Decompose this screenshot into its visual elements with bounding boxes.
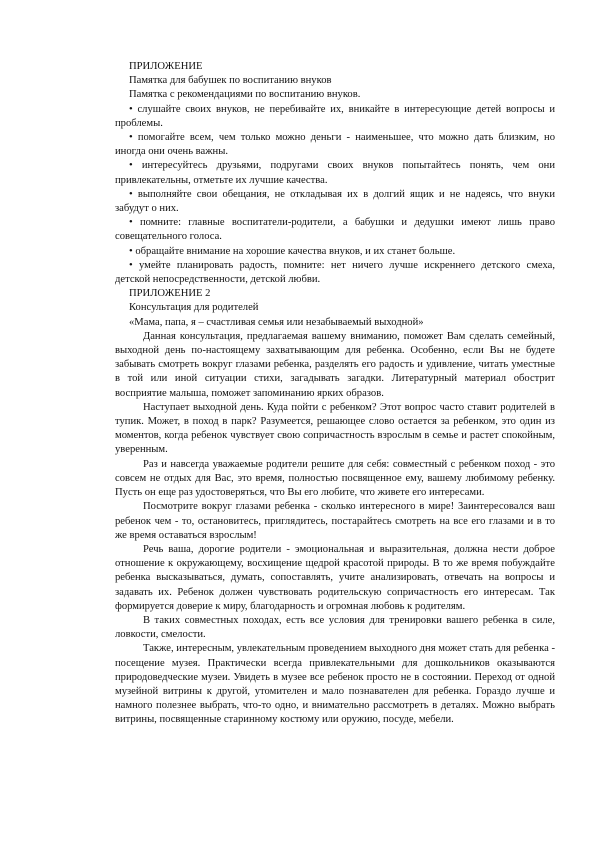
bullet-item: • слушайте своих внуков, не перебивайте их, вникайте в интересующие детей вопросы и проблемы. bbox=[115, 103, 555, 129]
appendix2-title: «Мама, папа, я – счастливая семья или незабываемый выходной» bbox=[129, 316, 424, 328]
consultation-text bbox=[115, 330, 555, 728]
paragraph: Данная консультация, предлагаемая вашему вниманию, поможет Вам сделать семейный, выходной день по-настоящему захватывающим для ребенка. Особенно, если Вы не будете забывать смотреть вокруг глазами ребенка, разделять его радость и удивление, читать уместные в той или иной ситуации стихи, загадывать загадки. Литературный материал обострит восприятие малыша, поможет запоминанию ярких образов. bbox=[115, 330, 555, 399]
bullet-item: • умейте планировать радость, помните: нет ничего лучше искреннего детского смеха, детской непосредственности, детской любви. bbox=[115, 259, 555, 286]
appendix2-subtitle: Консультация для родителей bbox=[129, 302, 259, 314]
appendix2-heading: ПРИЛОЖЕНИЕ 2 bbox=[129, 288, 211, 300]
paragraph: Посмотрите вокруг глазами ребенка - сколько интересного в мире! Заинтересовался ваш ребенок чем - то, остановитесь, приглядитесь, постарайтесь смотреть на все его глазами и в то же время оставаться взрослым! bbox=[115, 501, 555, 541]
paragraph: В таких совместных походах, есть все условия для тренировки вашего ребенка в силе, ловкости, смелости. bbox=[115, 614, 555, 641]
appendix1-heading: ПРИЛОЖЕНИЕ bbox=[129, 61, 203, 72]
appendix1-subtitle2: Памятка с рекомендациями по воспитанию внуков. bbox=[129, 89, 361, 101]
paragraph: Раз и навсегда уважаемые родители решите для себя: совместный с ребенком поход - это совсем не отдых для Вас, это время, полностью посвященное ему, вашему любимому ребенку. Пусть он еще раз удостоверяться, что Вы его любите, что живете его интересами. bbox=[115, 458, 555, 499]
paragraph: Также, интересным, увлекательным проведением выходного дня может стать для ребенка - посещение музея. Практически всегда привлекательными для дошкольников оказываются природоведческие музеи. Увидеть в музее все ребенок просто не в состоянии. Переход от одной музейной витрины к другой, утомителен и мало познавателен для ребенка. Гораздо лучше и намного полезнее выбрать, что-то одно, и внимательно рассмотреть в деталях. Можно выбрать витрины, посвященные старинному костюму или оружию, посуде, мебели. bbox=[115, 643, 555, 726]
bullet-item: • обращайте внимание на хорошие качества внуков, и их станет больше. bbox=[129, 245, 456, 257]
appendix1-subtitle: Памятка для бабушек по воспитанию внуков bbox=[129, 75, 332, 87]
bullet-item: • помните: главные воспитатели-родители, а бабушки и дедушки имеют лишь право совещательного голоса. bbox=[115, 217, 555, 243]
paragraph: Наступает выходной день. Куда пойти с ребенком? Этот вопрос часто ставит родителей в тупик. Может, в поход в парк? Разумеется, решающее слово остается за ребенком, это один из моментов, когда ребенок чувствует свою сопричастность взрослым в семье и растет спокойным, уверенным. bbox=[115, 401, 555, 456]
paragraph: Речь ваша, дорогие родители - эмоциональная и выразительная, должна нести доброе отношение к окружающему, восхищение щедрой красотой природы. В то же время побуждайте ребенка высказываться, думать, сопоставлять, учите анализировать, отвечать на вопросы и задавать их. Ребенок должен чувствовать родительскую сопричастность его интересам. Так формируется доверие к миру, благодарность и огромная любовь к родителям. bbox=[115, 543, 555, 612]
bullet-item: • интересуйтесь друзьями, подругами своих внуков попытайтесь понять, чем они привлекательны, отметьте их лучшие качества. bbox=[115, 160, 555, 186]
bullet-item: • выполняйте свои обещания, не откладывая их в долгий ящик и не надеясь, что внуки забудут о них. bbox=[115, 188, 555, 215]
document-body bbox=[115, 60, 555, 728]
bullet-item: • помогайте всем, чем только можно деньги - наименьшее, что можно дать близким, но иногда они очень важны. bbox=[115, 132, 555, 158]
